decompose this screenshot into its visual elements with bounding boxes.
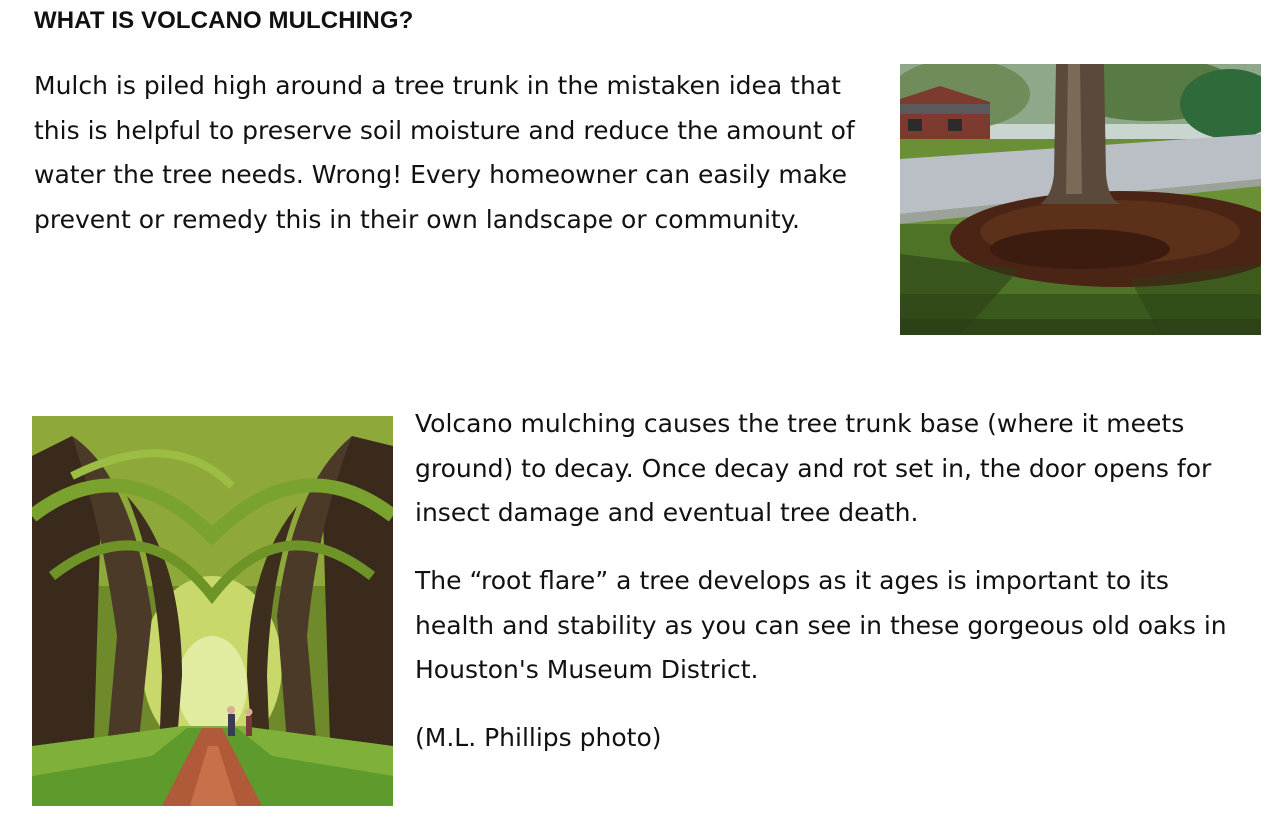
root-flare-paragraph — [415, 559, 1260, 693]
volcano-mulch-photo — [900, 64, 1261, 335]
intro-line: prevent or remedy this in their own landscape or community. — [34, 205, 800, 235]
root-flare-line: The “root flare” a tree develops as it ages is important to its — [415, 566, 1169, 595]
root-flare-line: health and stability as you can see in these gorgeous old oaks in — [415, 610, 1227, 640]
intro-line: water the tree needs. Wrong! Every homeowner can easily make — [34, 160, 848, 190]
root-flare-line: Houston's Museum District. — [415, 655, 759, 685]
page-title: WHAT IS VOLCANO MULCHING? — [34, 7, 414, 34]
decay-line: Volcano mulching causes the tree trunk base (where it meets — [415, 409, 1185, 438]
intro-paragraph — [34, 64, 894, 243]
decay-line: ground) to decay. Once decay and rot set in, the door opens for — [415, 453, 1212, 483]
photo-credit: (M.L. Phillips photo) — [415, 723, 662, 752]
decay-paragraph — [415, 402, 1260, 536]
intro-line: this is helpful to preserve soil moisture and reduce the amount of — [34, 115, 855, 145]
oak-alley-photo — [32, 416, 393, 806]
intro-line: Mulch is piled high around a tree trunk in the mistaken idea that — [34, 71, 841, 100]
decay-line: insect damage and eventual tree death. — [415, 498, 919, 528]
